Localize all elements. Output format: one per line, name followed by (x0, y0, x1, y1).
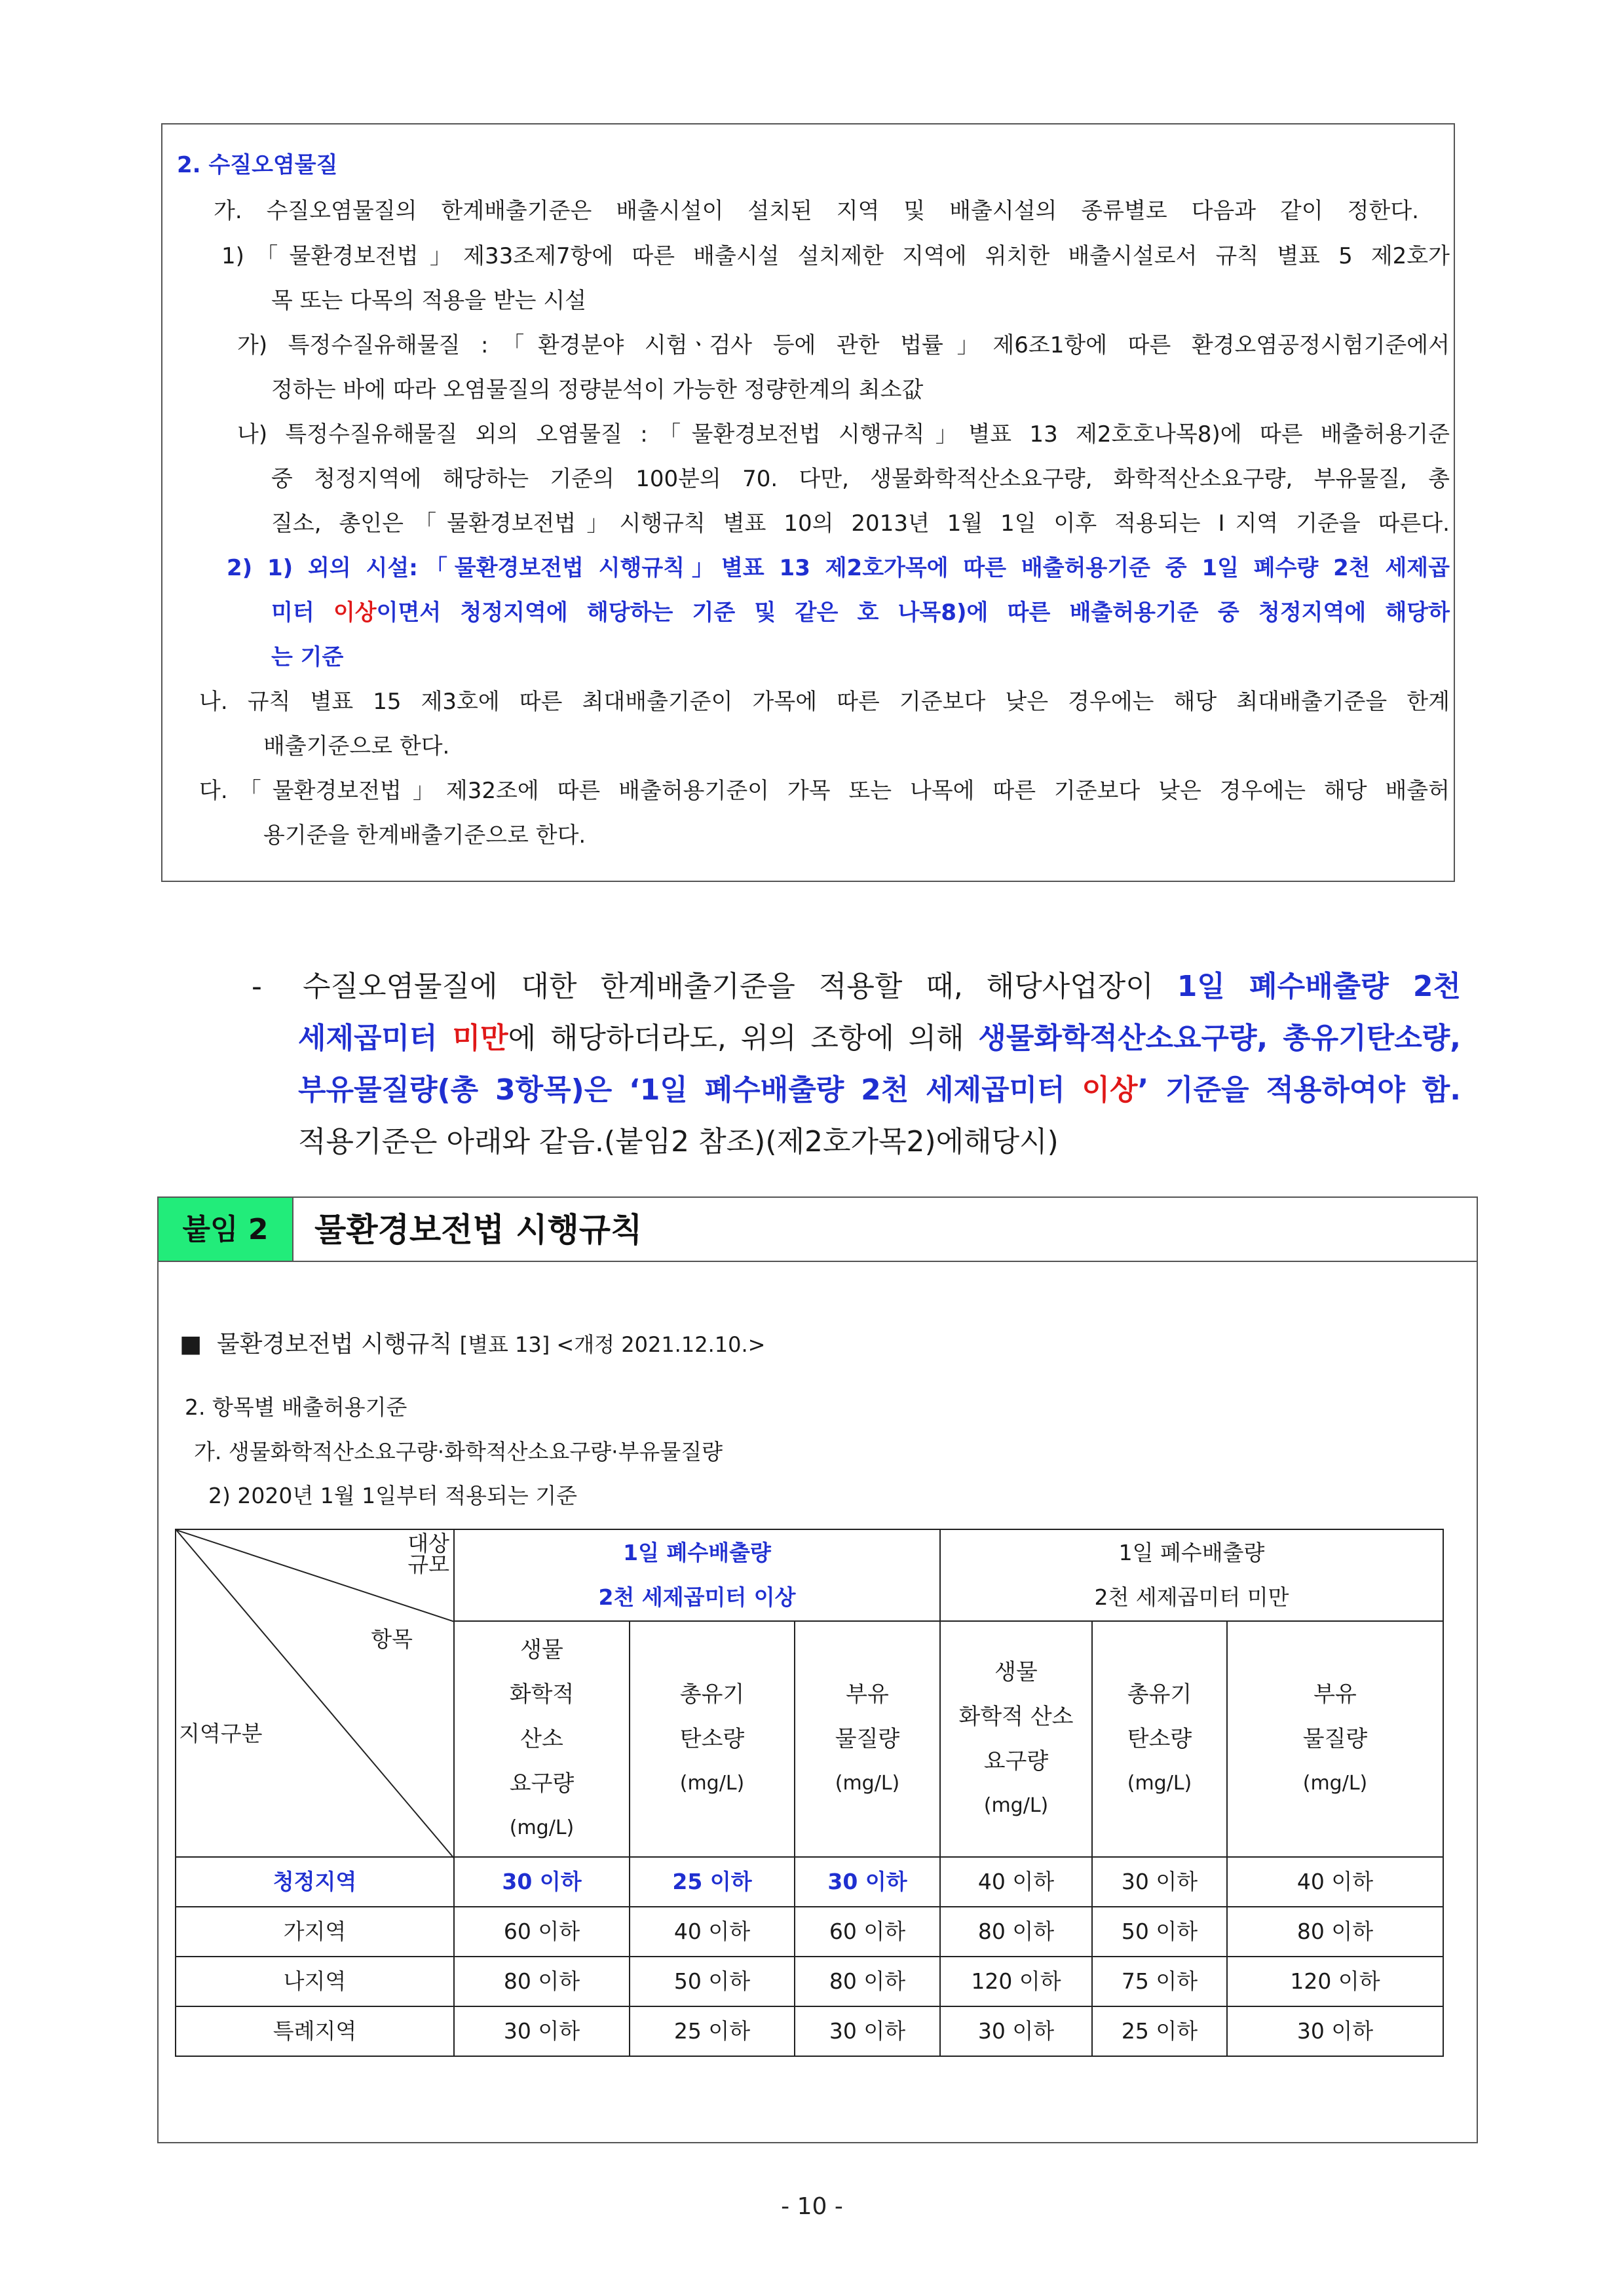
cell-value: 30 이하 (940, 2006, 1092, 2056)
clause-2-line3: 는 기준 (271, 644, 344, 670)
col-header-bod-2: 생물 화학적 산소 요구량 (mg/L) (940, 1621, 1092, 1857)
note-line4: 적용기준은 아래와 같음.(붙임2 참조)(제2호가목2)에해당시) (298, 1125, 1059, 1158)
diag-label-scale-l2: 규모 (407, 1552, 449, 1577)
note-dash: - (252, 970, 262, 1003)
cell-value: 50 이하 (630, 1957, 795, 2006)
clause-na-line2: 배출기준으로 한다. (263, 733, 450, 759)
diagonal-header-cell (176, 1529, 454, 1857)
cell-value: 30 이하 (1227, 2006, 1443, 2056)
cell-value: 25 이하 (630, 1857, 795, 1907)
cell-value: 80 이하 (454, 1957, 630, 2006)
row-region: 특례지역 (176, 2006, 454, 2056)
cell-value: 40 이하 (630, 1907, 795, 1957)
sub-heading-3: 2) 2020년 1월 1일부터 적용되는 기준 (208, 1483, 577, 1508)
clause-ga: 가. 수질오염물질의 한계배출기준은 배출시설이 설치된 지역 및 배출시설의 종류별로 다음과 같이 정한다. (214, 198, 1419, 224)
col-header-toc-2: 총유기 탄소량 (mg/L) (1092, 1621, 1227, 1857)
sub-heading-2: 가. 생물화학적산소요구량·화학적산소요구량·부유물질량 (194, 1439, 723, 1464)
clause-na1-line2: 중 청정지역에 해당하는 기준의 100분의 70. 다만, 생물화학적산소요구량, 화학적산소요구량, 부유물질, 총 (271, 466, 1450, 492)
clause-2-line1: 2) 1) 외의 시설:「물환경보전법 시행규칙」별표 13 제2호가목에 따른 배출허용기준 중 1일 폐수량 2천 세제곱 (227, 555, 1450, 581)
clause-na1-line1: 나) 특정수질유해물질 외의 오염물질 :「물환경보전법 시행규칙」별표 13 제2호호나목8)에 따른 배출허용기준 (237, 421, 1450, 448)
note-line2: 세제곱미터 미만에 해당하더라도, 위의 조항에 의해 생물화학적산소요구량, 총유기탄소량, (298, 1022, 1461, 1055)
emission-standard-table (175, 1529, 1444, 2057)
cell-value: 30 이하 (795, 1857, 940, 1907)
clause-1-line2: 목 또는 다목의 적용을 받는 시설 (271, 288, 587, 314)
col-header-ss-2: 부유 물질량 (mg/L) (1227, 1621, 1443, 1857)
col-header-ss-1: 부유 물질량 (mg/L) (795, 1621, 940, 1857)
cell-value: 40 이하 (940, 1857, 1092, 1907)
cell-value: 30 이하 (795, 2006, 940, 2056)
clause-da-line2: 용기준을 한계배출기준으로 한다. (263, 822, 586, 849)
group-header-over-2000: 1일 폐수배출량 2천 세제곱미터 이상 (454, 1529, 940, 1621)
diag-label-item: 항목 (371, 1626, 413, 1652)
cell-value: 50 이하 (1092, 1907, 1227, 1957)
cell-value: 25 이하 (1092, 2006, 1227, 2056)
clause-ga1-line1: 가) 특정수질유해물질 :「환경분야 시험ㆍ검사 등에 관한 법률」제6조1항에 따른 환경오염공정시험기준에서 (237, 332, 1450, 358)
section-heading: 2. 수질오염물질 (177, 152, 338, 178)
note-line3: 부유물질량(총 3항목)은 ‘1일 폐수배출량 2천 세제곱미터 이상’ 기준을 적용하여야 함. (298, 1073, 1461, 1107)
clause-1-line1: 1)「물환경보전법」제33조제7항에 따른 배출시설 설치제한 지역에 위치한 배출시설로서 규칙 별표 5 제2호가 (221, 243, 1450, 269)
cell-value: 80 이하 (795, 1957, 940, 2006)
cell-value: 75 이하 (1092, 1957, 1227, 2006)
cell-value: 60 이하 (454, 1907, 630, 1957)
square-bullet-icon: ■ (179, 1331, 202, 1358)
clause-na-line1: 나. 규칙 별표 15 제3호에 따른 최대배출기준이 가목에 따른 기준보다 낮은 경우에는 해당 최대배출기준을 한계 (199, 689, 1450, 715)
cell-value: 25 이하 (630, 2006, 795, 2056)
cell-value: 30 이하 (1092, 1857, 1227, 1907)
attachment-label: 붙임 2 (159, 1198, 293, 1262)
cell-value: 30 이하 (454, 1857, 630, 1907)
group-header-under-2000: 1일 폐수배출량 2천 세제곱미터 미만 (940, 1529, 1443, 1621)
table-row-na-area (176, 1957, 1443, 2006)
cell-value: 120 이하 (940, 1957, 1092, 2006)
cell-value: 30 이하 (454, 2006, 630, 2056)
cell-value: 120 이하 (1227, 1957, 1443, 2006)
row-region: 가지역 (176, 1907, 454, 1957)
regulation-box (161, 123, 1455, 882)
col-header-toc-1: 총유기 탄소량 (mg/L) (630, 1621, 795, 1857)
cell-value: 40 이하 (1227, 1857, 1443, 1907)
row-region: 청정지역 (176, 1857, 454, 1907)
page-number: - 10 - (781, 2193, 843, 2220)
col-header-bod-1: 생물 화학적 산소 요구량 (mg/L) (454, 1621, 630, 1857)
clause-na1-line3: 질소, 총인은「물환경보전법」시행규칙 별표 10의 2013년 1월 1일 이후 적용되는 Ⅰ지역 기준을 따른다. (271, 510, 1450, 537)
cell-value: 80 이하 (1227, 1907, 1443, 1957)
sub-heading-1: 2. 항목별 배출허용기준 (185, 1394, 407, 1420)
clause-ga1-line2: 정하는 바에 따라 오염물질의 정량분석이 가능한 정량한계의 최소값 (271, 377, 924, 403)
diagonal-lines (176, 1530, 455, 1859)
diag-label-region: 지역구분 (179, 1721, 263, 1746)
cell-value: 80 이하 (940, 1907, 1092, 1957)
table-row-clean-area (176, 1857, 1443, 1907)
table-row-ga-area (176, 1907, 1443, 1957)
note-line1: 수질오염물질에 대한 한계배출기준을 적용할 때, 해당사업장이 1일 폐수배출량 2천 (303, 970, 1461, 1003)
diag-label-scale-l1: 대상 (407, 1531, 449, 1556)
attachment-title: 물환경보전법 시행규칙 (314, 1211, 643, 1249)
clause-da-line1: 다.「물환경보전법」제32조에 따른 배출허용기준이 가목 또는 나목에 따른 기준보다 낮은 경우에는 해당 배출허 (199, 778, 1450, 804)
reference-line: ■ 물환경보전법 시행규칙 [별표 13] <개정 2021.12.10.> (179, 1331, 766, 1358)
table-row-special-area (176, 2006, 1443, 2056)
clause-2-line2: 미터 이상이면서 청정지역에 해당하는 기준 및 같은 호 나목8)에 따른 배출허용기준 중 청정지역에 해당하 (271, 600, 1450, 626)
cell-value: 60 이하 (795, 1907, 940, 1957)
row-region: 나지역 (176, 1957, 454, 2006)
